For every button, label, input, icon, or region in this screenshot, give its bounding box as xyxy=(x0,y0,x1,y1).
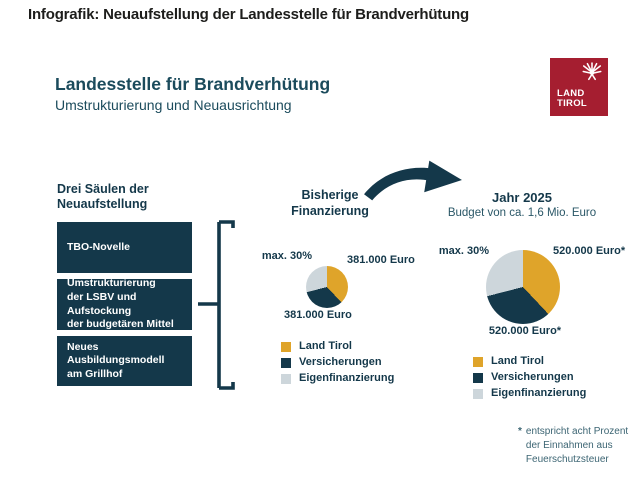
legend-item-land-tirol: Land Tirol xyxy=(281,341,394,352)
infographic-title: Landesstelle für Brandverhütung xyxy=(55,74,331,94)
chart1-title: Bisherige Finanzierung xyxy=(291,188,369,218)
footnote xyxy=(518,425,628,468)
footnote-asterisk: * xyxy=(518,426,522,437)
chart1-label-eigenfinanzierung: max. 30% xyxy=(261,250,312,262)
chart1-legend xyxy=(281,341,394,384)
page-title: Infografik: Neuaufstellung der Landesstelle für Brandverhütung xyxy=(28,6,469,23)
chart1-pie xyxy=(306,266,348,308)
footnote-text: entspricht acht Prozent der Einnahmen aus Feuerschutzsteuer xyxy=(525,426,629,466)
pillar-box-ausbildungsmodell: Neues Ausbildungsmodell am Grillhof xyxy=(57,336,192,386)
legend-swatch-gray xyxy=(473,389,483,399)
pillar-box-umstrukturierung: Umstrukturierung der LSBV und Aufstockung der budgetären Mittel xyxy=(57,279,192,330)
bracket-connector xyxy=(196,214,240,396)
chart2-legend xyxy=(473,356,586,399)
legend-swatch-gray xyxy=(281,374,291,384)
chart2-label-versicherungen: 520.000 Euro* xyxy=(488,325,562,337)
legend-swatch-navy xyxy=(473,373,483,383)
legend-item-eigenfinanzierung: Eigenfinanzierung xyxy=(281,373,394,384)
legend-swatch-gold xyxy=(473,357,483,367)
chart2-title: Jahr 2025 xyxy=(492,190,552,205)
legend-item-eigenfinanzierung: Eigenfinanzierung xyxy=(473,388,586,399)
chart2-label-land-tirol: 520.000 Euro* xyxy=(553,245,626,257)
chart2-pie xyxy=(486,250,560,324)
legend-item-versicherungen: Versicherungen xyxy=(281,357,394,368)
land-tirol-logo xyxy=(550,58,608,116)
logo-wordmark: LAND TIROL xyxy=(557,87,587,110)
infographic-subtitle: Umstrukturierung und Neuausrichtung xyxy=(55,97,292,113)
chart1-label-versicherungen: 381.000 Euro xyxy=(284,309,352,321)
legend-swatch-navy xyxy=(281,358,291,368)
legend-item-versicherungen: Versicherungen xyxy=(473,372,586,383)
pillars-heading: Drei Säulen der Neuaufstellung xyxy=(57,182,149,212)
chart2-label-eigenfinanzierung: max. 30% xyxy=(438,245,489,257)
legend-swatch-gold xyxy=(281,342,291,352)
legend-item-land-tirol: Land Tirol xyxy=(473,356,586,367)
tirol-eagle-icon xyxy=(581,62,603,81)
pillar-box-tbo-novelle: TBO-Novelle xyxy=(57,222,192,273)
chart1-label-land-tirol: 381.000 Euro xyxy=(347,254,415,266)
chart2-subtitle: Budget von ca. 1,6 Mio. Euro xyxy=(447,207,597,219)
chart2-title-block xyxy=(432,190,612,219)
